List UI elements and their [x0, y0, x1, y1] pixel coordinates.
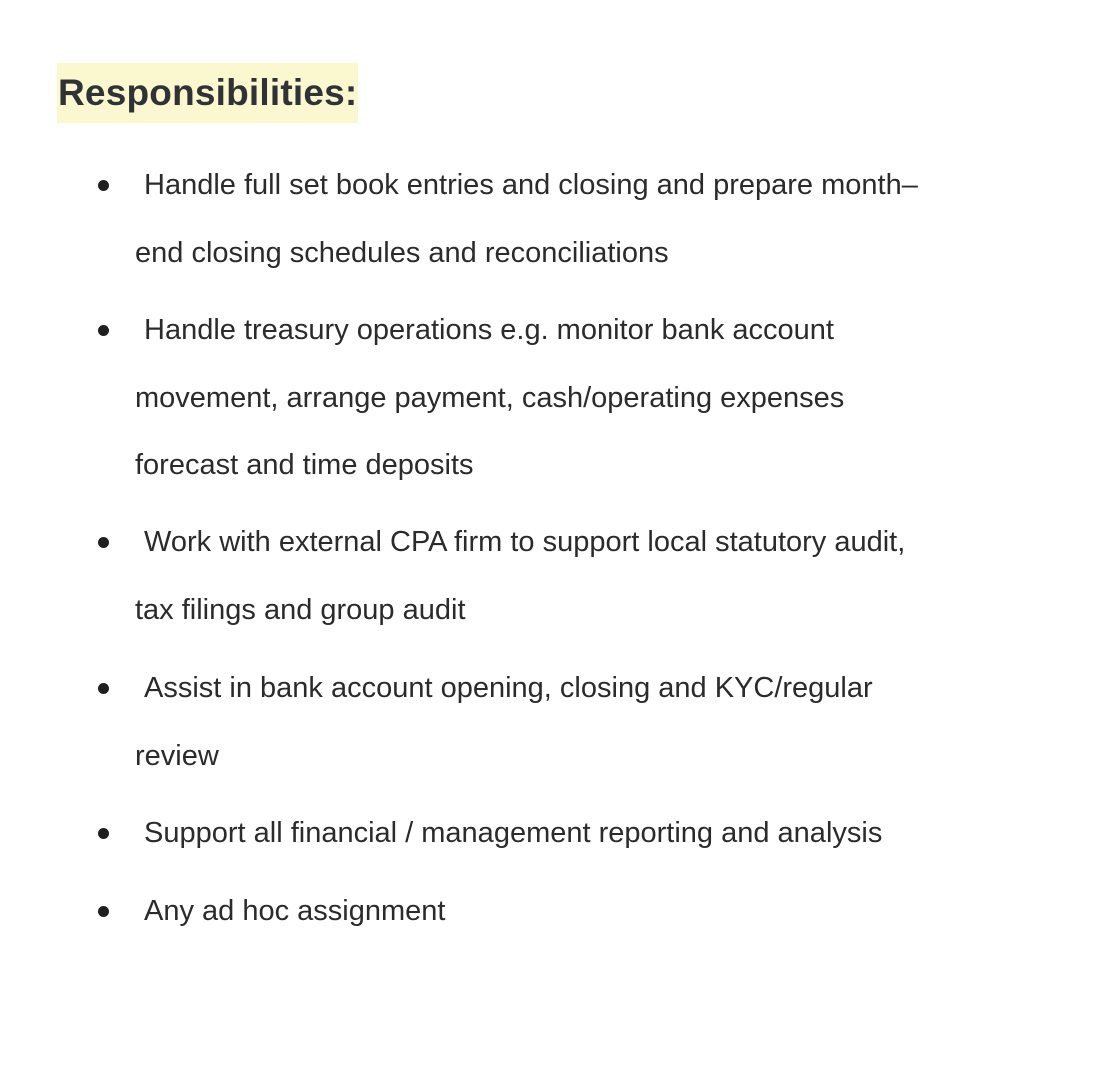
list-item-text: [135, 297, 1035, 500]
list-item-text: [135, 655, 1035, 790]
list-item-line: Support all financial / management reporting and analysis: [144, 817, 883, 849]
list-item-line: Handle full set book entries and closing and prepare month–: [144, 169, 918, 201]
list-item-text: [135, 509, 1035, 644]
bullet-icon: [98, 683, 109, 694]
list-item-line: movement, arrange payment, cash/operating expenses: [135, 381, 845, 414]
list-item-text: [135, 800, 1035, 868]
section-heading-highlight: [57, 63, 358, 123]
bullet-icon: [98, 180, 109, 191]
list-item-text: [135, 152, 1035, 287]
list-item-line: forecast and time deposits: [135, 449, 474, 481]
list-item-line: Work with external CPA firm to support local statutory audit,: [144, 526, 906, 558]
bullet-icon: [98, 537, 109, 548]
list-item-line: tax filings and group audit: [135, 593, 466, 626]
list-item-line: Any ad hoc assignment: [144, 895, 446, 927]
list-item-text: [135, 878, 1035, 946]
page-title: Responsibilities:: [58, 72, 358, 113]
bullet-icon: [98, 906, 109, 917]
bullet-icon: [98, 325, 109, 336]
bullet-icon: [98, 828, 109, 839]
list-item-line: Handle treasury operations e.g. monitor bank account: [144, 314, 834, 346]
list-item-line: end closing schedules and reconciliations: [135, 236, 669, 269]
list-item-line: Assist in bank account opening, closing and KYC/regular: [144, 672, 873, 704]
list-item-line: review: [135, 739, 219, 772]
